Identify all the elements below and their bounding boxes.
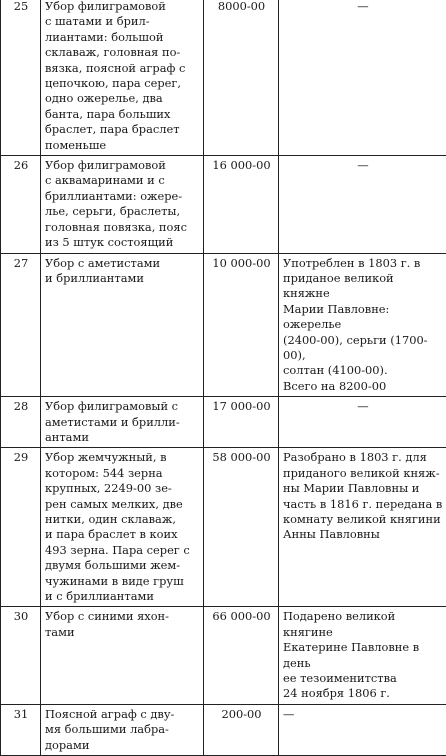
item-note: — [279, 397, 446, 448]
item-price: 10 000-00 [204, 253, 279, 397]
item-description: Убор с синими яхон- тами [41, 607, 204, 704]
row-number: 30 [1, 607, 41, 704]
table-row [1, 448, 446, 607]
item-price: 58 000-00 [204, 448, 279, 607]
item-description: Убор филиграмовой с шатами и брил- лиантами: большой склаваж, головная по- вязка, поясной аграф с цепочкою, пара серег, одно ожерелье, два банта, пара больших браслет, пара браслет поменьше [41, 0, 204, 156]
item-note: Подарено великой княгине Екатерине Павловне в день ее тезоименитства 24 ноября 1806 г. [279, 607, 446, 704]
table-row [1, 156, 446, 253]
item-description: Убор филиграмовой с аквамаринами и с бриллиантами: ожере- лье, серьги, браслеты, головная повязка, пояс из 5 штук состоящий [41, 156, 204, 253]
item-description: Убор жемчужный, в котором: 544 зерна крупных, 2249-00 зе- рен самых мелких, две нитки, один склаваж, и пара браслет в коих 493 зерна. Пара серег с двумя большими жем- чужинами в виде груш и с бриллиантами [41, 448, 204, 607]
row-number: 31 [1, 704, 41, 755]
item-note: — [279, 704, 446, 755]
table-row [1, 607, 446, 704]
item-description: Убор филиграмовый с аметистами и брилли- антами [41, 397, 204, 448]
item-description: Убор с аметистами и бриллиантами [41, 253, 204, 397]
item-note: Разобрано в 1803 г. для приданого великой княж- ны Марии Павловны и часть в 1816 г. передана в комнату великой княгини Анны Павловны [279, 448, 446, 607]
table-row [1, 0, 446, 156]
item-note: Употреблен в 1803 г. в приданое великой княжне Марии Павловне: ожерелье (2400-00), серьги (1700-00), солтан (4100-00). Всего на 8200-00 [279, 253, 446, 397]
row-number: 26 [1, 156, 41, 253]
item-note: — [279, 156, 446, 253]
item-price: 16 000-00 [204, 156, 279, 253]
row-number: 29 [1, 448, 41, 607]
item-note: — [279, 0, 446, 156]
row-number: 27 [1, 253, 41, 397]
table-row [1, 704, 446, 755]
inventory-table-body [1, 0, 446, 756]
row-number: 28 [1, 397, 41, 448]
table-row [1, 397, 446, 448]
item-price: 17 000-00 [204, 397, 279, 448]
item-price: 200-00 [204, 704, 279, 755]
row-number: 25 [1, 0, 41, 156]
item-price: 66 000-00 [204, 607, 279, 704]
item-price: 8000-00 [204, 0, 279, 156]
table-row [1, 253, 446, 397]
item-description: Поясной аграф с дву- мя большими лабра- дорами [41, 704, 204, 755]
